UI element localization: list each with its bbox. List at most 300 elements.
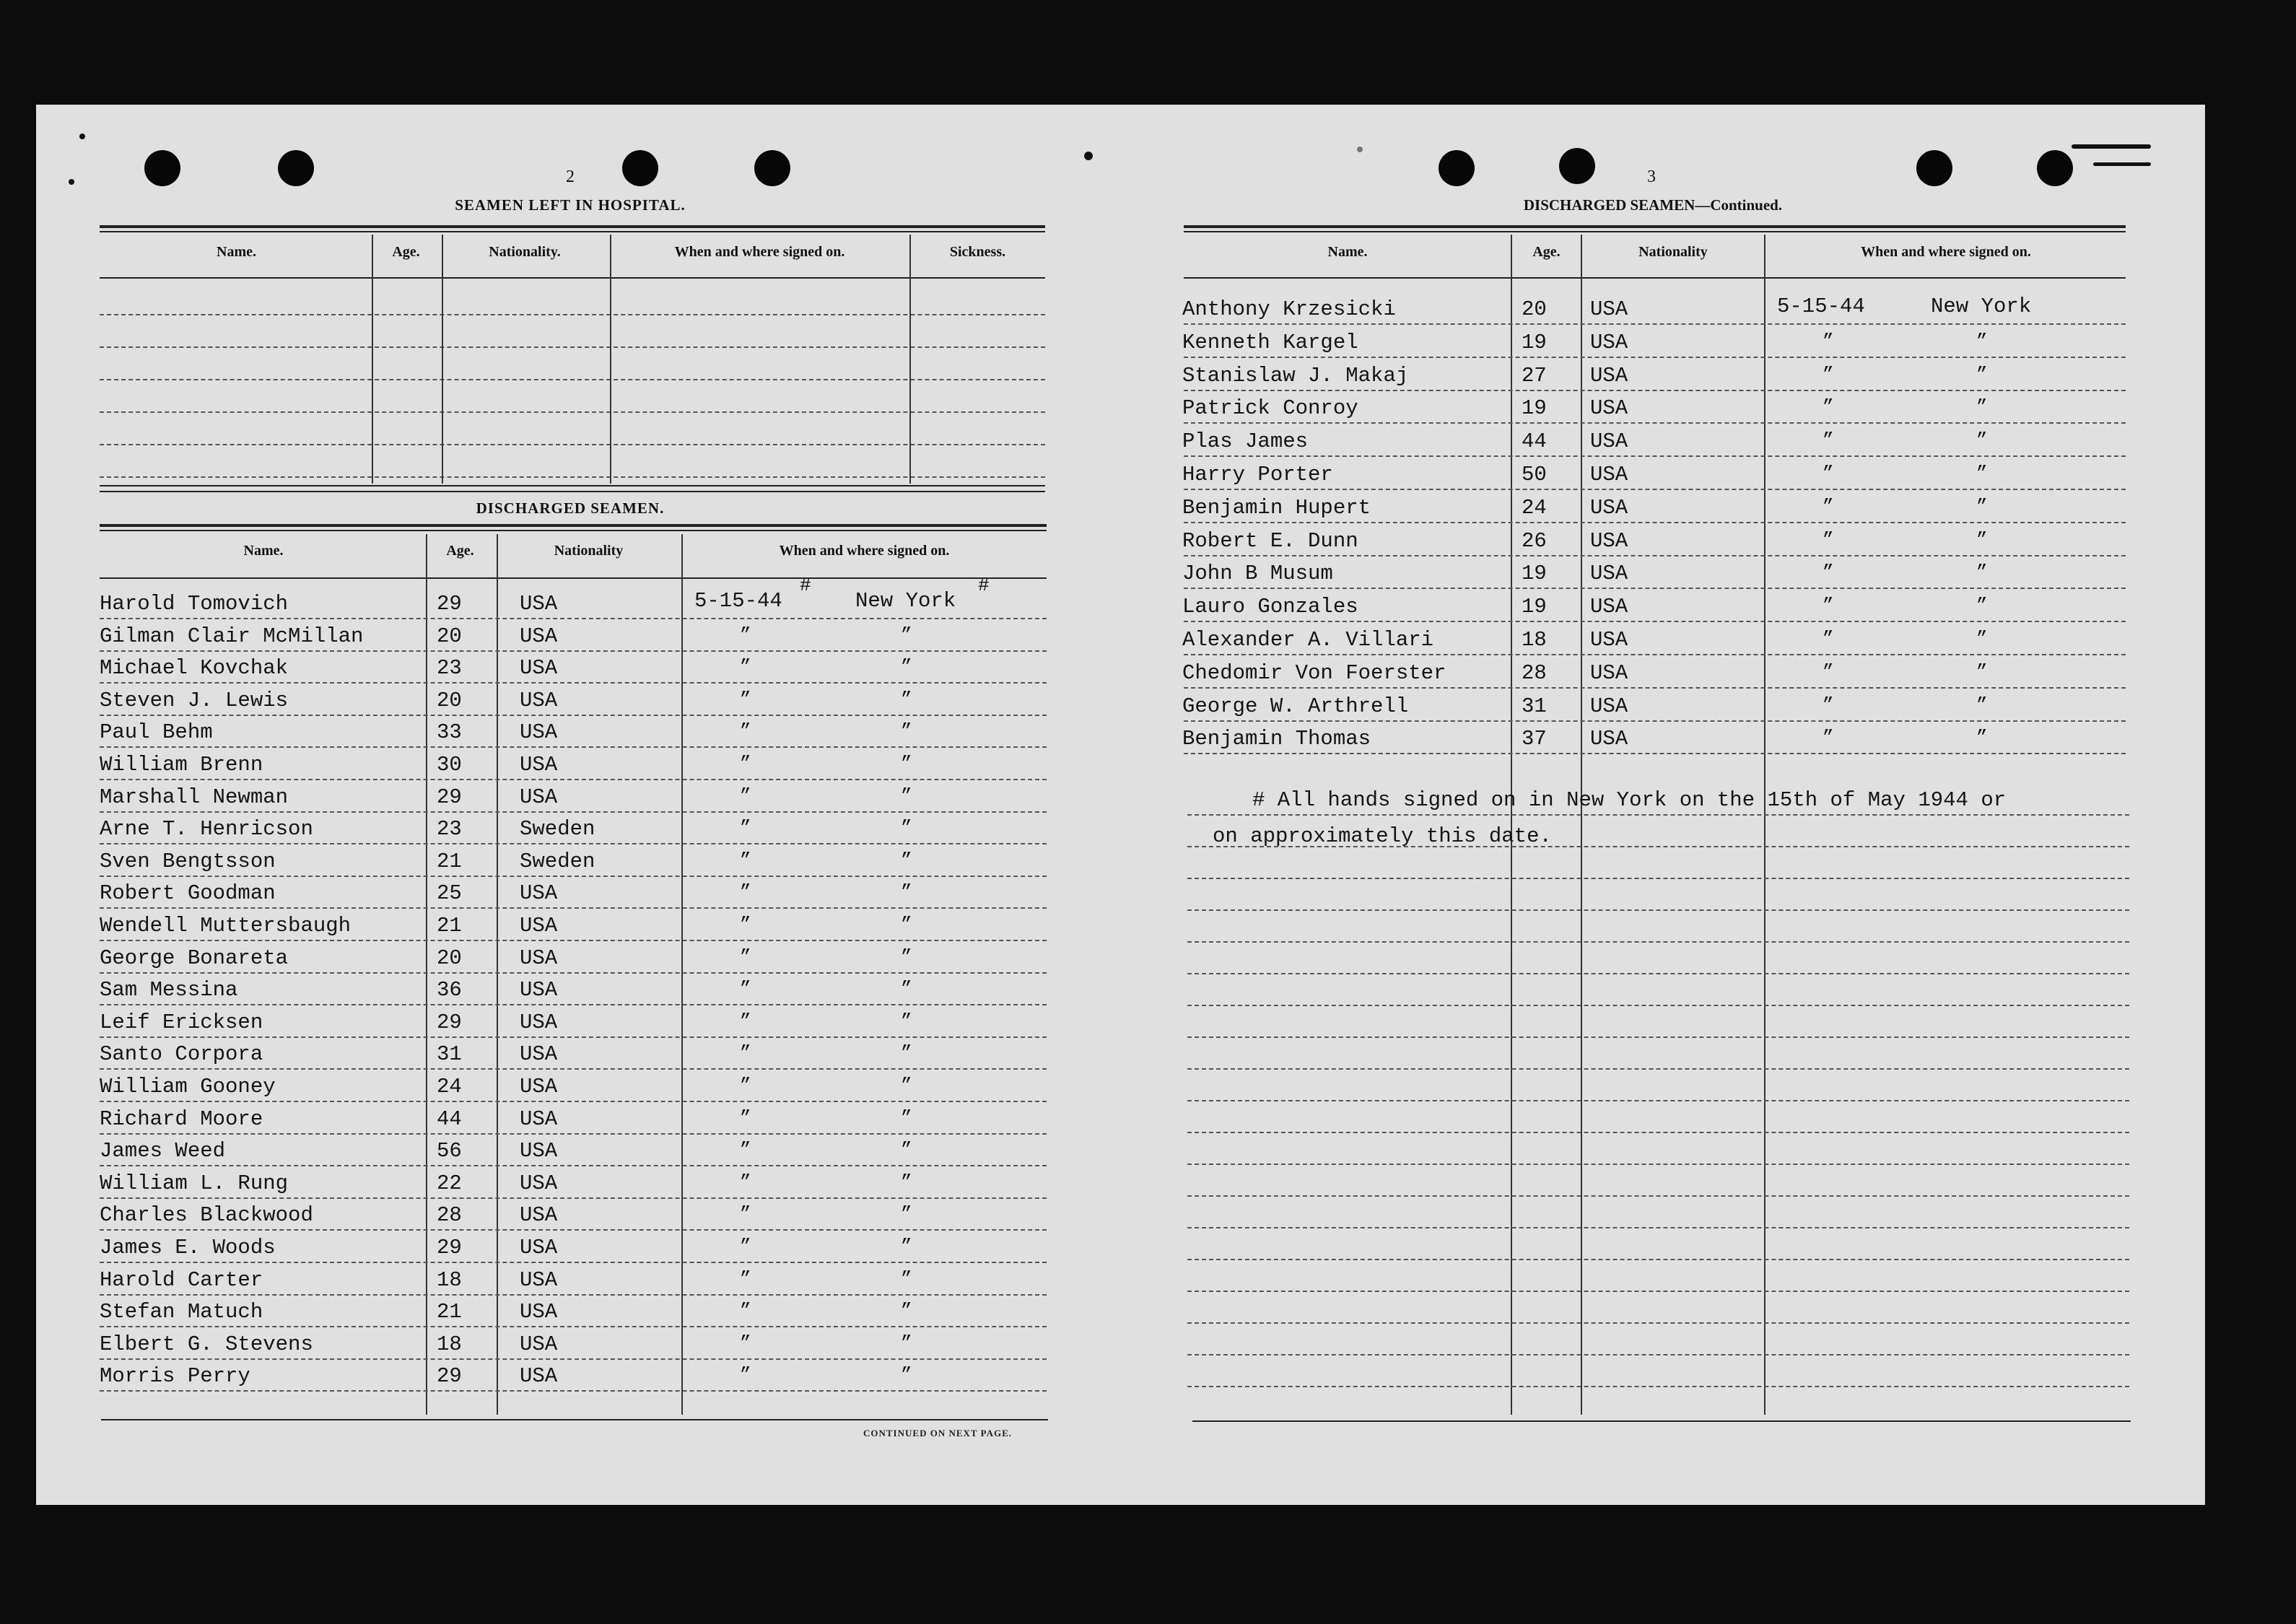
ditto-mark: ” [1976, 463, 1988, 484]
ruled-line [1187, 1354, 2129, 1355]
ruled-line [1184, 390, 2126, 391]
hospital-section-title: SEAMEN LEFT IN HOSPITAL. [455, 196, 686, 214]
seaman-age: 19 [1522, 595, 1547, 619]
page-number-left: 2 [566, 167, 575, 186]
rule [100, 225, 1045, 228]
ditto-mark: ” [901, 720, 912, 742]
seaman-age: 30 [437, 753, 462, 777]
seaman-name: John B Musum [1182, 562, 1333, 585]
ditto-mark: ” [740, 1107, 751, 1129]
ditto-mark: ” [740, 753, 751, 774]
ruled-line [1187, 878, 2129, 879]
ditto-mark: ” [901, 624, 912, 646]
ditto-mark: ” [740, 1010, 751, 1032]
col-head-signed-on: When and where signed on. [674, 244, 845, 260]
ruled-line [100, 972, 1047, 974]
seaman-nationality: USA [1590, 364, 1628, 388]
ditto-mark: ” [740, 914, 751, 935]
seaman-name: Plas James [1182, 429, 1309, 453]
seaman-name: Anthony Krzesicki [1182, 297, 1396, 321]
punch-hole [622, 150, 658, 186]
ditto-mark: ” [740, 785, 751, 807]
ditto-mark: ” [901, 1364, 912, 1386]
rule [101, 1419, 1048, 1420]
seaman-nationality: USA [1590, 429, 1628, 453]
ditto-mark: ” [1976, 694, 1988, 716]
ditto-mark: ” [901, 850, 912, 871]
ruled-line [100, 1262, 1047, 1263]
ditto-mark: ” [901, 785, 912, 807]
ruled-line [100, 811, 1047, 813]
seaman-age: 23 [437, 817, 462, 841]
seaman-nationality: USA [1590, 496, 1628, 520]
seaman-nationality: USA [520, 978, 558, 1002]
seaman-name: Chedomir Von Foerster [1182, 661, 1446, 685]
ditto-mark: ” [1976, 396, 1988, 418]
ruled-line [1184, 555, 2126, 556]
col-divider [372, 235, 373, 484]
seaman-age: 50 [1522, 463, 1547, 486]
seaman-nationality: USA [520, 881, 558, 905]
ditto-mark: ” [901, 1171, 912, 1193]
seaman-name: Robert E. Dunn [1182, 529, 1358, 553]
page-number-right: 3 [1647, 167, 1656, 186]
discharged-section-title: DISCHARGED SEAMEN. [476, 499, 665, 517]
seaman-nationality: USA [520, 1300, 558, 1324]
seaman-nationality: USA [520, 1107, 558, 1131]
ditto-mark: ” [740, 881, 751, 903]
seaman-name: Kenneth Kargel [1182, 331, 1358, 354]
seaman-name: Charles Blackwood [100, 1203, 313, 1227]
seaman-age: 24 [437, 1075, 462, 1099]
seaman-name: Wendell Muttersbaugh [100, 914, 352, 938]
col-head-nationality: Nationality [1638, 244, 1708, 260]
seaman-nationality: USA [520, 689, 558, 712]
seaman-nationality: USA [1590, 297, 1628, 321]
ditto-mark: ” [1823, 628, 1834, 650]
seaman-nationality: USA [520, 1203, 558, 1227]
seaman-age: 24 [1522, 496, 1547, 520]
discharged-continued-title: DISCHARGED SEAMEN—Continued. [1523, 196, 1783, 214]
seaman-age: 21 [437, 1300, 462, 1324]
seaman-age: 20 [437, 946, 462, 970]
ditto-mark: ” [740, 978, 751, 1000]
ruled-line [1184, 621, 2126, 622]
seaman-name: Lauro Gonzales [1182, 595, 1358, 619]
punch-hole [754, 150, 790, 186]
seaman-nationality: USA [1590, 529, 1628, 553]
col-head-age: Age. [392, 244, 420, 260]
ditto-mark: ” [740, 1300, 751, 1322]
ditto-mark: ” [1823, 331, 1834, 352]
seaman-name: Benjamin Thomas [1182, 727, 1371, 751]
seaman-nationality: USA [520, 1236, 558, 1260]
punch-hole [1559, 148, 1595, 184]
col-divider [909, 235, 911, 484]
seaman-name: Steven J. Lewis [100, 689, 289, 712]
seaman-name: Harold Carter [100, 1268, 263, 1292]
seaman-age: 29 [437, 1236, 462, 1260]
ruled-line [1187, 909, 2129, 911]
ditto-mark: ” [901, 914, 912, 935]
ditto-mark: ” [901, 817, 912, 839]
seaman-age: 31 [1522, 694, 1547, 718]
signed-on-date: 5-15-44 [1777, 294, 1865, 318]
seaman-age: 29 [437, 785, 462, 809]
ruled-line [100, 618, 1047, 619]
punch-hole [278, 150, 314, 186]
seaman-age: 29 [437, 592, 462, 616]
ditto-mark: ” [740, 1042, 751, 1064]
seaman-name: George W. Arthrell [1182, 694, 1409, 718]
ditto-mark: ” [1976, 429, 1988, 451]
ditto-mark: ” [1823, 463, 1834, 484]
punch-hole [1439, 150, 1475, 186]
seaman-name: Gilman Clair McMillan [100, 624, 364, 648]
seaman-name: Alexander A. Villari [1182, 628, 1434, 652]
seaman-age: 21 [437, 850, 462, 873]
ruled-line [100, 1326, 1047, 1327]
ditto-mark: ” [740, 1139, 751, 1161]
ditto-mark: ” [1823, 661, 1834, 683]
speck [79, 134, 85, 139]
seaman-nationality: USA [520, 753, 558, 777]
ditto-mark: ” [901, 689, 912, 710]
ditto-mark: ” [901, 1300, 912, 1322]
ruled-line [1184, 588, 2126, 589]
col-divider [426, 534, 427, 1415]
col-divider [1581, 235, 1582, 1415]
speck [2093, 162, 2151, 166]
seaman-nationality: USA [520, 1139, 558, 1163]
ruled-line [100, 1133, 1047, 1135]
seaman-age: 26 [1522, 529, 1547, 553]
ruled-line [1184, 357, 2126, 358]
seaman-nationality: USA [520, 785, 558, 809]
ditto-mark: ” [1823, 396, 1834, 418]
seaman-name: Stanislaw J. Makaj [1182, 364, 1409, 388]
ruled-line [100, 650, 1047, 652]
ruled-line [1187, 1322, 2129, 1324]
ruled-line [1187, 1386, 2129, 1387]
seaman-age: 19 [1522, 396, 1547, 420]
seaman-nationality: USA [520, 1268, 558, 1292]
ruled-line [100, 876, 1047, 877]
ditto-mark: ” [1823, 496, 1834, 518]
seaman-nationality: USA [1590, 396, 1628, 420]
ruled-line [100, 907, 1047, 909]
ruled-line [1187, 1036, 2129, 1038]
seaman-nationality: USA [1590, 694, 1628, 718]
col-divider [681, 534, 683, 1415]
ruled-line [100, 682, 1047, 684]
seaman-nationality: USA [520, 1171, 558, 1195]
col-head-nationality: Nationality. [489, 244, 561, 260]
punch-hole [1916, 150, 1952, 186]
seaman-name: Robert Goodman [100, 881, 276, 905]
seaman-name: Sven Bengtsson [100, 850, 276, 873]
seaman-age: 20 [437, 689, 462, 712]
seaman-nationality: USA [1590, 463, 1628, 486]
speck [2072, 144, 2151, 149]
ditto-mark: ” [740, 1364, 751, 1386]
col-divider [610, 235, 611, 484]
signing-note-line1: # All hands signed on in New York on the 15th of May 1944 or [1252, 788, 2007, 812]
seaman-age: 21 [437, 914, 462, 938]
seaman-nationality: USA [520, 624, 558, 648]
ruled-line [100, 843, 1047, 844]
seaman-nationality: USA [1590, 661, 1628, 685]
ditto-mark: ” [1976, 595, 1988, 616]
seaman-nationality: USA [1590, 727, 1628, 751]
ruled-line [1187, 1100, 2129, 1101]
ruled-line [1187, 973, 2129, 974]
ruled-line [100, 1229, 1047, 1231]
seaman-age: 28 [437, 1203, 462, 1227]
seaman-name: Paul Behm [100, 720, 213, 744]
ditto-mark: ” [740, 1236, 751, 1257]
signed-on-date: 5-15-44 [694, 589, 782, 613]
seaman-name: Sam Messina [100, 978, 238, 1002]
speck [1357, 147, 1363, 152]
ruled-line [100, 1101, 1047, 1102]
ditto-mark: ” [901, 1042, 912, 1064]
seaman-nationality: USA [1590, 595, 1628, 619]
signed-on-place: New York [855, 589, 956, 613]
seaman-name: William Gooney [100, 1075, 276, 1099]
rule [1184, 231, 2126, 232]
ruled-line [1187, 941, 2129, 943]
ditto-mark: ” [1976, 661, 1988, 683]
ruled-line [100, 940, 1047, 941]
seaman-age: 19 [1522, 562, 1547, 585]
ditto-mark: ” [901, 946, 912, 968]
ruled-line [1184, 687, 2126, 689]
ruled-line [100, 411, 1045, 413]
ditto-mark: ” [1976, 562, 1988, 583]
seaman-name: Arne T. Henricson [100, 817, 313, 841]
rule [100, 231, 1045, 232]
seaman-nationality: USA [520, 914, 558, 938]
seaman-name: Santo Corpora [100, 1042, 263, 1066]
seaman-nationality: USA [520, 1075, 558, 1099]
ditto-mark: ” [1976, 727, 1988, 748]
col-head-name: Name. [1327, 244, 1368, 260]
seaman-age: 44 [437, 1107, 462, 1131]
ditto-mark: ” [740, 1203, 751, 1225]
speck [69, 179, 74, 185]
seaman-name: Michael Kovchak [100, 656, 289, 680]
ruled-line [100, 1004, 1047, 1005]
ruled-line [1184, 323, 2126, 325]
ruled-line [1184, 720, 2126, 722]
ruled-line [1187, 1227, 2129, 1228]
seaman-nationality: Sweden [520, 817, 595, 841]
ditto-mark: ” [901, 1107, 912, 1129]
ruled-line [100, 1294, 1047, 1296]
rule [1184, 277, 2126, 279]
col-head-age: Age. [1532, 244, 1561, 260]
seaman-nationality: USA [520, 592, 558, 616]
ditto-mark: ” [1976, 529, 1988, 551]
ruled-line [1184, 654, 2126, 655]
seaman-nationality: USA [520, 1010, 558, 1034]
ditto-mark: ” [740, 656, 751, 678]
ruled-line [1187, 1259, 2129, 1260]
ditto-mark: ” [1823, 529, 1834, 551]
col-divider [442, 235, 443, 484]
seaman-name: Patrick Conroy [1182, 396, 1358, 420]
col-head-age: Age. [446, 543, 474, 559]
seaman-name: George Bonareta [100, 946, 289, 970]
ruled-line [100, 476, 1045, 478]
ditto-mark: ” [901, 1268, 912, 1290]
ruled-line [100, 746, 1047, 748]
seaman-nationality: USA [520, 656, 558, 680]
seaman-name: Leif Ericksen [100, 1010, 263, 1034]
ruled-line [100, 444, 1045, 445]
speck [1084, 152, 1093, 160]
ruled-line [1184, 522, 2126, 523]
col-divider [1764, 235, 1765, 1415]
ditto-mark: ” [1823, 364, 1834, 385]
ditto-mark: ” [1823, 694, 1834, 716]
ditto-mark: ” [740, 1171, 751, 1193]
punch-hole [144, 150, 180, 186]
ruled-line [1184, 422, 2126, 424]
ditto-mark: ” [901, 1203, 912, 1225]
ruled-line [100, 1165, 1047, 1166]
ditto-mark: ” [901, 881, 912, 903]
seaman-age: 18 [437, 1268, 462, 1292]
ditto-mark: ” [740, 850, 751, 871]
seaman-age: 56 [437, 1139, 462, 1163]
col-divider [497, 534, 498, 1415]
seaman-name: William Brenn [100, 753, 263, 777]
hash-mark: # [800, 575, 811, 596]
seaman-name: Benjamin Hupert [1182, 496, 1371, 520]
signing-note-line2: on approximately this date. [1213, 824, 1552, 848]
ditto-mark: ” [1823, 727, 1834, 748]
seaman-name: James E. Woods [100, 1236, 276, 1260]
seaman-nationality: USA [520, 720, 558, 744]
ditto-mark: ” [1823, 595, 1834, 616]
hash-mark: # [978, 575, 990, 596]
ruled-line [1187, 814, 2129, 816]
seaman-age: 29 [437, 1010, 462, 1034]
seaman-name: Morris Perry [100, 1364, 250, 1388]
ditto-mark: ” [901, 1010, 912, 1032]
seaman-age: 18 [437, 1332, 462, 1356]
seaman-nationality: USA [1590, 331, 1628, 354]
seaman-age: 23 [437, 656, 462, 680]
col-head-signed-on: When and where signed on. [779, 543, 950, 559]
ruled-line [1184, 489, 2126, 490]
ditto-mark: ” [740, 817, 751, 839]
ditto-mark: ” [901, 753, 912, 774]
seaman-nationality: USA [520, 1042, 558, 1066]
seaman-age: 20 [1522, 297, 1547, 321]
ditto-mark: ” [740, 1332, 751, 1354]
ditto-mark: ” [901, 656, 912, 678]
seaman-nationality: Sweden [520, 850, 595, 873]
rule [1192, 1420, 2131, 1422]
seaman-name: Elbert G. Stevens [100, 1332, 313, 1356]
ruled-line [1187, 1164, 2129, 1165]
ditto-mark: ” [901, 1236, 912, 1257]
ditto-mark: ” [740, 1268, 751, 1290]
rule [100, 491, 1045, 492]
ruled-line [100, 1068, 1047, 1070]
ruled-line [1187, 1005, 2129, 1006]
seaman-age: 27 [1522, 364, 1547, 388]
ditto-mark: ” [1823, 562, 1834, 583]
ruled-line [1184, 455, 2126, 457]
ditto-mark: ” [1823, 429, 1834, 451]
ruled-line [100, 715, 1047, 716]
seaman-age: 36 [437, 978, 462, 1002]
seaman-name: William L. Rung [100, 1171, 289, 1195]
ruled-line [1184, 753, 2126, 754]
ditto-mark: ” [740, 624, 751, 646]
ruled-line [1187, 1132, 2129, 1133]
ditto-mark: ” [1976, 628, 1988, 650]
ruled-line [100, 1197, 1047, 1199]
ditto-mark: ” [1976, 496, 1988, 518]
ruled-line [100, 379, 1045, 380]
seaman-age: 18 [1522, 628, 1547, 652]
col-head-name: Name. [243, 543, 284, 559]
ruled-line [100, 1390, 1047, 1392]
ruled-line [1187, 1291, 2129, 1292]
seaman-nationality: USA [520, 946, 558, 970]
rule [100, 577, 1047, 579]
seaman-age: 31 [437, 1042, 462, 1066]
seaman-age: 44 [1522, 429, 1547, 453]
ditto-mark: ” [901, 1332, 912, 1354]
col-head-signed-on: When and where signed on. [1861, 244, 2031, 260]
rule [100, 485, 1045, 486]
ditto-mark: ” [901, 978, 912, 1000]
seaman-age: 28 [1522, 661, 1547, 685]
rule [100, 277, 1045, 279]
seaman-age: 19 [1522, 331, 1547, 354]
ruled-line [100, 1036, 1047, 1038]
seaman-name: James Weed [100, 1139, 226, 1163]
col-head-nationality: Nationality [554, 543, 624, 559]
continued-note: CONTINUED ON NEXT PAGE. [863, 1428, 1012, 1439]
seaman-name: Richard Moore [100, 1107, 263, 1131]
ditto-mark: ” [1976, 364, 1988, 385]
rule [1184, 225, 2126, 228]
signed-on-place: New York [1931, 294, 2032, 318]
seaman-age: 33 [437, 720, 462, 744]
seaman-name: Harry Porter [1182, 463, 1333, 486]
col-head-name: Name. [217, 244, 256, 260]
punch-hole [2037, 150, 2073, 186]
ruled-line [100, 314, 1045, 315]
seaman-age: 20 [437, 624, 462, 648]
seaman-name: Harold Tomovich [100, 592, 289, 616]
ruled-line [100, 346, 1045, 348]
ditto-mark: ” [740, 1075, 751, 1096]
ruled-line [1187, 1068, 2129, 1070]
ruled-line [1187, 1195, 2129, 1197]
rule [100, 530, 1047, 531]
ruled-line [100, 779, 1047, 780]
seaman-nationality: USA [520, 1364, 558, 1388]
ditto-mark: ” [740, 689, 751, 710]
